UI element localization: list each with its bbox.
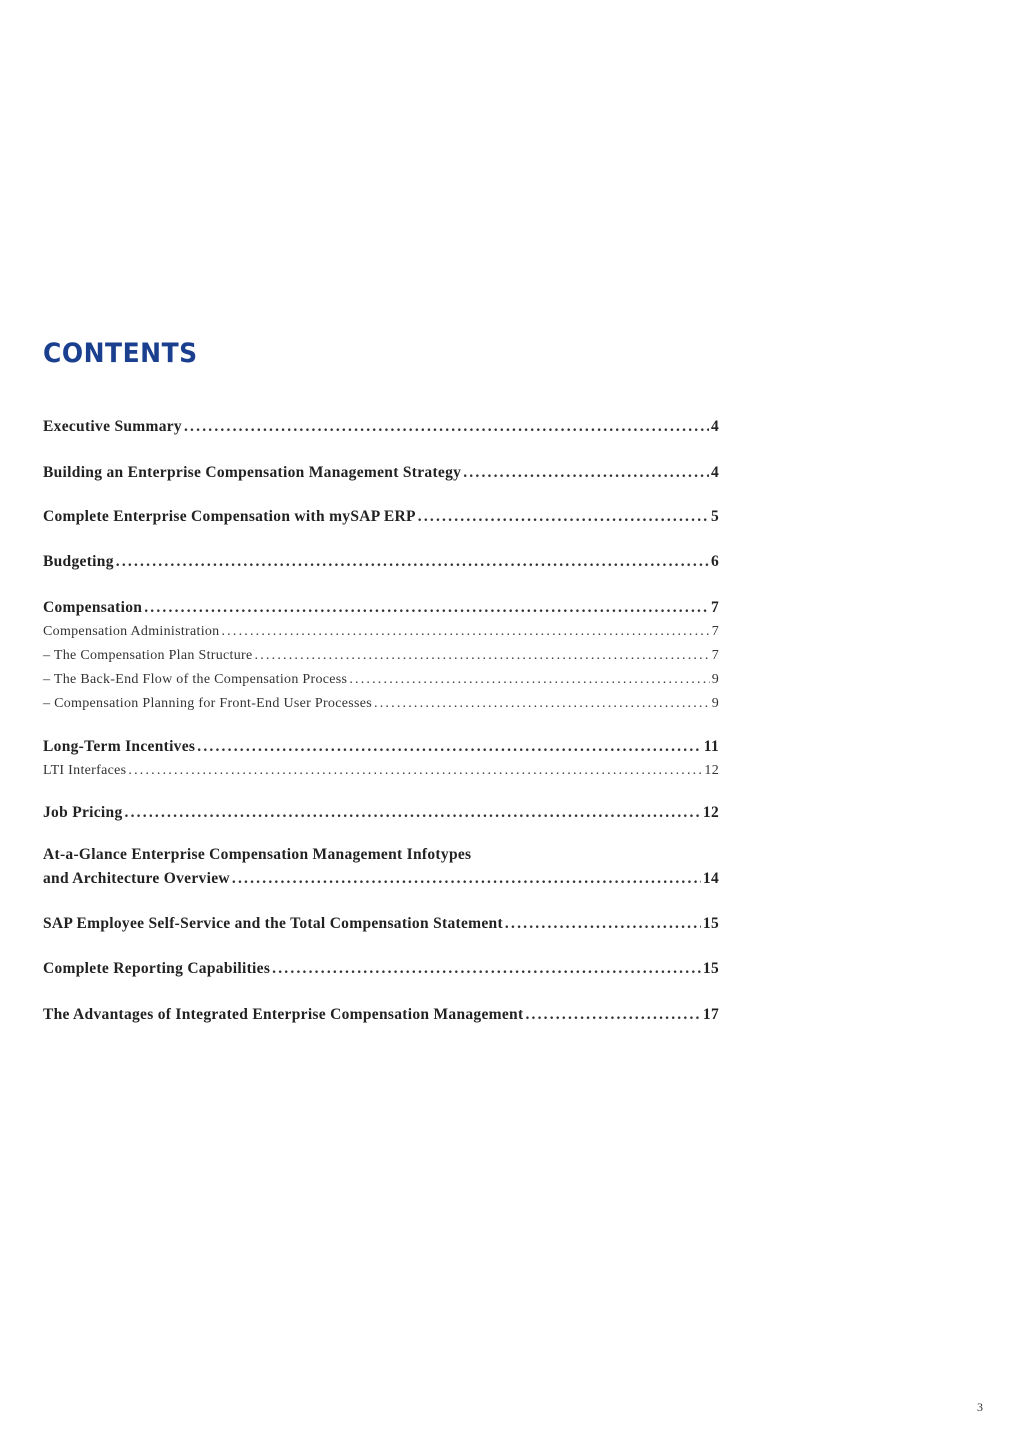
toc-group bbox=[43, 415, 719, 439]
toc-group bbox=[43, 505, 719, 529]
dot-leader bbox=[116, 550, 709, 574]
toc-entry-title: SAP Employee Self-Service and the Total Compensation Statement bbox=[43, 915, 503, 932]
toc-entry-page: 12 bbox=[702, 804, 719, 821]
toc-entry-page: 4 bbox=[710, 464, 719, 481]
toc-entry[interactable] bbox=[43, 735, 719, 759]
toc-entry-page: 7 bbox=[711, 648, 719, 663]
toc-group bbox=[43, 596, 719, 716]
toc-entry-title: – The Back-End Flow of the Compensation Process bbox=[43, 672, 348, 687]
toc-entry[interactable] bbox=[43, 668, 719, 692]
toc-group bbox=[43, 550, 719, 574]
toc-entry[interactable] bbox=[43, 505, 719, 529]
toc-entry-title: – Compensation Planning for Front-End User Processes bbox=[43, 696, 373, 711]
dot-leader bbox=[144, 596, 709, 620]
toc-entry-title: Executive Summary bbox=[43, 418, 182, 435]
toc-entry[interactable] bbox=[43, 692, 719, 716]
toc-group bbox=[43, 801, 719, 825]
toc-entry[interactable] bbox=[43, 1003, 719, 1027]
contents-heading: CONTENTS bbox=[43, 338, 198, 369]
toc-entry-page: 9 bbox=[711, 672, 719, 687]
toc-entry-page: 17 bbox=[702, 1006, 719, 1023]
toc-entry[interactable] bbox=[43, 867, 719, 891]
toc-entry-page: 15 bbox=[702, 915, 719, 932]
toc-group bbox=[43, 461, 719, 485]
toc-group bbox=[43, 912, 719, 936]
toc-group bbox=[43, 1003, 719, 1027]
toc-entry-page: 15 bbox=[702, 960, 719, 977]
toc-entry-title: LTI Interfaces bbox=[43, 763, 127, 778]
toc-entry-page: 9 bbox=[711, 696, 719, 711]
toc-entry-title: Job Pricing bbox=[43, 804, 123, 821]
toc-entry-title: The Advantages of Integrated Enterprise Compensation Management bbox=[43, 1006, 524, 1023]
toc-entry[interactable] bbox=[43, 957, 719, 981]
toc-group bbox=[43, 843, 719, 891]
dot-leader bbox=[525, 1003, 700, 1027]
toc-entry-title: Compensation bbox=[43, 599, 143, 616]
dot-leader bbox=[272, 957, 701, 981]
toc-entry-title: Compensation Administration bbox=[43, 624, 220, 639]
toc-entry-title: Long-Term Incentives bbox=[43, 738, 196, 755]
toc-entry-title: Complete Enterprise Compensation with mySAP ERP bbox=[43, 508, 416, 525]
toc-entry[interactable] bbox=[43, 843, 719, 867]
toc-entry[interactable] bbox=[43, 620, 719, 644]
toc-entry[interactable] bbox=[43, 461, 719, 485]
dot-leader bbox=[418, 505, 709, 529]
toc-entry[interactable] bbox=[43, 550, 719, 574]
dot-leader bbox=[221, 620, 709, 644]
toc-entry-page: 11 bbox=[703, 738, 719, 755]
dot-leader bbox=[463, 461, 709, 485]
dot-leader bbox=[128, 759, 702, 783]
dot-leader bbox=[184, 415, 709, 439]
toc-entry-title: Complete Reporting Capabilities bbox=[43, 960, 271, 977]
toc-entry-title: and Architecture Overview bbox=[43, 870, 230, 887]
toc-entry-page: 4 bbox=[710, 418, 719, 435]
dot-leader bbox=[232, 867, 701, 891]
toc-entry-page: 12 bbox=[704, 763, 719, 778]
dot-leader bbox=[197, 735, 702, 759]
toc-entry-page: 7 bbox=[710, 599, 719, 616]
toc-group bbox=[43, 735, 719, 783]
dot-leader bbox=[255, 644, 710, 668]
page-number: 3 bbox=[977, 1400, 983, 1414]
dot-leader bbox=[349, 668, 709, 692]
toc-entry[interactable] bbox=[43, 801, 719, 825]
toc-entry-title: – The Compensation Plan Structure bbox=[43, 648, 253, 663]
toc-entry-title: Building an Enterprise Compensation Management Strategy bbox=[43, 464, 462, 481]
toc-entry-title: Budgeting bbox=[43, 553, 114, 570]
toc-entry[interactable] bbox=[43, 912, 719, 936]
toc-entry[interactable] bbox=[43, 415, 719, 439]
toc-entry[interactable] bbox=[43, 644, 719, 668]
table-of-contents bbox=[43, 395, 719, 1027]
dot-leader bbox=[374, 692, 710, 716]
toc-entry-page: 6 bbox=[710, 553, 719, 570]
toc-group bbox=[43, 957, 719, 981]
toc-entry-page: 7 bbox=[711, 624, 719, 639]
toc-entry[interactable] bbox=[43, 759, 719, 783]
toc-entry[interactable] bbox=[43, 596, 719, 620]
toc-entry-title: At-a-Glance Enterprise Compensation Management Infotypes bbox=[43, 846, 472, 863]
dot-leader bbox=[505, 912, 701, 936]
toc-entry-page: 14 bbox=[702, 870, 719, 887]
toc-entry-page: 5 bbox=[710, 508, 719, 525]
dot-leader bbox=[125, 801, 701, 825]
